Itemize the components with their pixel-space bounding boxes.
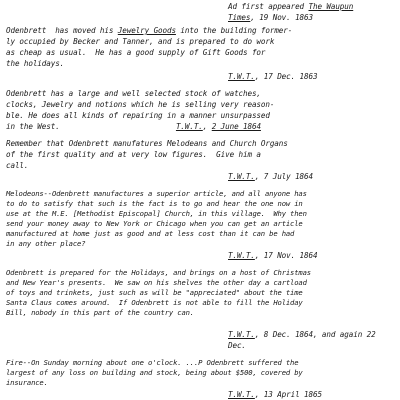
citation-line: T.W.T., 7 July 1864 xyxy=(228,172,313,181)
text-line: Bill, nobody in this part of the country can. xyxy=(6,308,194,317)
text-line: as cheap as usual. He has a good supply of Gift Goods for xyxy=(6,48,266,57)
text-line: Melodeons--Odenbrett manufactures a superior article, and all anyone has xyxy=(6,189,307,198)
text-line: ble. He does all kinds of repairing in a manner unsurpassed xyxy=(6,111,270,120)
citation-line: Ad first appeared The Waupun xyxy=(228,2,354,11)
text-line: clocks, Jewelry and notions which he is selling very reason- xyxy=(6,100,275,109)
text-line: and New Year's presents. We saw on his shelves the other day a cartload xyxy=(6,278,307,287)
citation-line: T.W.T., 8 Dec. 1864, and again 22 xyxy=(228,330,376,339)
text-line: Odenbrett has a large and well selected stock of watches, xyxy=(6,89,261,98)
text-line: Odenbrett is prepared for the Holidays, and brings on a host of Christmas xyxy=(6,268,311,277)
text-line: largest of any loss on building and stock, being about $500, covered by xyxy=(6,368,303,377)
text-line: insurance. xyxy=(6,378,48,387)
citation-line: T.W.T., 13 April 1865 xyxy=(228,390,322,399)
citation-line: Times, 19 Nov. 1863 xyxy=(228,13,313,22)
citation-line: T.W.T., 17 Dec. 1863 xyxy=(228,72,318,81)
text-line: Remember that Odenbrett manufatures Melodeans and Church Organs xyxy=(6,139,288,148)
text-line: of the first quality and at very low figures. Give him a xyxy=(6,150,261,159)
text-line: Odenbrett has moved his Jewelry Goods into the building former- xyxy=(6,26,293,35)
citation-line: T.W.T., 17 Nov. 1864 xyxy=(228,251,318,260)
text-line: in the West. T.W.T., 2 June 1864 xyxy=(6,122,261,131)
text-line: use at the M.E. [Methodist Episcopal] Church, in this village. Why then xyxy=(6,209,307,218)
text-line: call. xyxy=(6,161,29,170)
text-line: manufactured at home just as good and at less cost than it can be had xyxy=(6,229,295,238)
text-line: in any other place? xyxy=(6,239,86,248)
text-line: Fire--On Sunday morning about one o'clock. ...P Odenbrett suffered the xyxy=(6,358,299,367)
text-line: ly occupied by Becker and Tanner, and is prepared to do work xyxy=(6,37,275,46)
text-line: of toys and trinkets, just such as will be "appreciated" about the time xyxy=(6,288,303,297)
text-line: Santa Claus comes around. If Odenbrett is not able to fill the Holiday xyxy=(6,298,303,307)
text-line: the holidays. xyxy=(6,59,65,68)
text-line: to do to satisfy that such is the fact is to go and hear the one now in xyxy=(6,199,303,208)
citation-line: Dec. xyxy=(228,341,246,350)
text-line: send your money away to New York or Chicago when you can get an article xyxy=(6,219,303,228)
